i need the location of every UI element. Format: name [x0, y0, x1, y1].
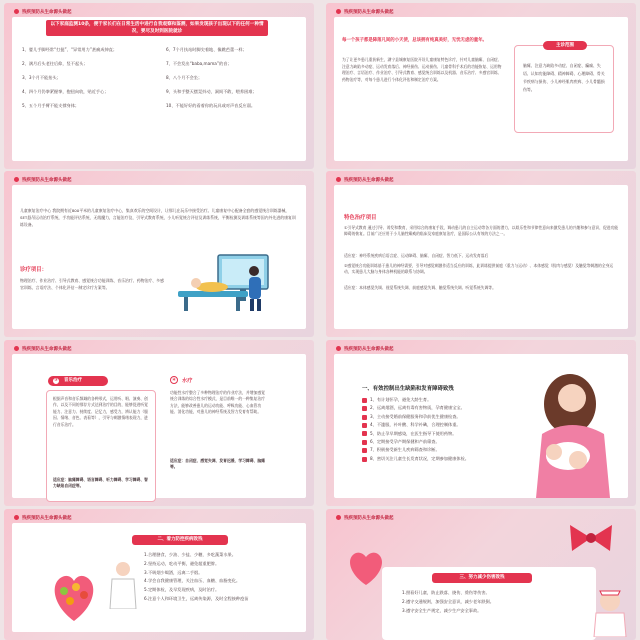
list-item: 5、防止孕早期感染，在医生指导下使用药物。: [362, 430, 522, 438]
injury-list: [402, 589, 582, 615]
slide-content: [382, 567, 596, 640]
symptom-item: 4、四个月仍拳紧握拳，抱扭向收，贴近手心；: [22, 89, 109, 94]
scope-box: [514, 45, 614, 133]
prevention-list: [362, 396, 522, 463]
slide-content: [334, 354, 628, 498]
slide-header: [336, 513, 394, 522]
healthy-food-illustration-icon: [46, 563, 102, 633]
music-therapy-title: [48, 376, 108, 386]
list-item: 1.照看好儿童，防止跌落、烧伤、烫伤等伤害。: [402, 590, 490, 595]
header-dot-icon: [14, 177, 19, 182]
list-item: 8、密切关注儿童生长发育状况，定期参加健康体检。: [362, 455, 522, 463]
hydro-title-label: 水疗: [182, 377, 193, 384]
check-icon: [362, 448, 367, 453]
intro-text: 为了让更多患儿重获新生，湖宁县城康复医院开设儿童康复特色诊疗，针对儿童脑瘫、自闭症、注意力缺陷多动症、运动发育落后、神经损伤、运动损伤、儿童骨科手术后的功能恢复、运用物理治疗、言语治疗、作业治疗、引导式教育、感觉统合训练以及机器、音乐治疗、多感官训练、药物治疗等，对每个患儿进行个体化评估和制定治疗方案。: [342, 57, 502, 82]
header-text: 残疾预防从生命源头做起: [344, 515, 394, 521]
slide-6[interactable]: [326, 340, 636, 506]
list-item: 1、有计划怀孕，避免大龄生育。: [362, 396, 522, 404]
slide-content: [334, 185, 628, 329]
section-title: 一、有效控制出生缺陷和发育障碍致残: [362, 386, 454, 392]
slide-2[interactable]: [326, 3, 636, 169]
check-icon: [362, 398, 367, 403]
music-therapy-text: 根据声音和音乐频域的各种形式，运用听、唱、演奏、创作，以及不同的那存方式达到治疗的目的，能够促进听觉能力、注意力、持续度、记忆力，感受力，辨认能力（服因、情绪、音色、表看等），引导与刺激情绪表现力，进行音乐治疗。: [53, 396, 148, 427]
symptom-item: 10、不能好好的看着你的玩具或对声音反应弱。: [166, 103, 256, 108]
slide-5[interactable]: [4, 340, 314, 506]
lead-text: 每一个孩子都是降落凡间的小天使，总该拥有纯真美好，无忧无虑的童年。: [342, 38, 487, 43]
hydro-therapy-scope: 适应症：自闭症、感觉失调、发育迟缓、学习障碍、脑瘫等。: [170, 458, 265, 470]
center-intro: 儿童康复治疗中心 我院拥有近800平米的儿童康复治疗中心，集真欢乐的空间设计，让那儿在玩乐中接受治疗。儿童康复中心配备全套的感觉统合训练器械，SET悬吊运动治疗系统，手功能评估系统，无线魔力，言能治疗仪，引导式教育系统，小儿听觉统合评估及训练系统，平衡检测及训练系统等国内外先进的康复训练设备。: [20, 208, 296, 227]
slide-header: [14, 513, 72, 522]
symptom-item: 8、八个月不会坐；: [166, 75, 203, 80]
music-therapy-scope: 适应症：脑瘫障碍、语言障碍、听力障碍、学习障碍、智力缺陷自闭症等。: [53, 477, 148, 489]
check-icon: [362, 415, 367, 420]
symptom-item: 7、不会发出“baba,mama”的音；: [166, 61, 232, 66]
list-item: 6.注意个人和环境卫生，远离传染源，及时全程接种疫苗: [144, 595, 249, 601]
list-item: 1.合理膳食，少油、少盐、少糖，多吃蔬菜水果。: [144, 552, 236, 557]
number-badge: ④: [170, 376, 178, 384]
check-icon: [362, 457, 367, 462]
list-item: 6、定期接受孕产期保健和产前筛查。: [362, 438, 522, 446]
symptom-item: 1、婴儿手脚经常“打挺”、“异常用力”甚痛成伸直；: [22, 47, 118, 52]
symptom-item: 6、7个月扶站时脚尖着地、像跳芭蕾一样；: [166, 47, 247, 52]
symptom-item: 9、头和手整天摆晃抖动，洞间不敢，喂养困难；: [166, 89, 257, 94]
slide-3[interactable]: [4, 171, 314, 337]
doctor-illustration-icon: [108, 559, 138, 609]
slide-header: [336, 175, 394, 184]
warning-banner: 以下家庭监测10条，便于家长们在日常生活中进行自我观察和鉴测，如果发现孩子出现以下的任何一种情况，要尽及时到医院就诊: [46, 20, 268, 36]
list-item: 3.遵守安全生产规定，减少生产安全事故。: [402, 607, 482, 613]
scope-title: 主诊范围: [543, 41, 587, 50]
slide-content: [12, 185, 306, 329]
nurse-illustration-icon: [590, 585, 630, 637]
header-dot-icon: [14, 346, 19, 351]
symptom-item: 2、满月后头老往后仰，竖不起头；: [22, 61, 88, 66]
check-icon: [362, 406, 367, 411]
header-text: 残疾预防从生命源头做起: [344, 177, 394, 183]
projects-text: 物理治疗、作业治疗、引导式教育、感觉统合功能训练、音乐治疗、药物治疗、多感官训练、言语疗法、个体化评估－制定诊疗方案等。: [20, 278, 164, 291]
slide-content: [334, 17, 628, 161]
check-icon: [362, 440, 367, 445]
header-dot-icon: [336, 177, 341, 182]
slide-content: [12, 354, 306, 498]
header-text: 残疾预防从生命源头做起: [22, 177, 72, 183]
slide-header: [14, 175, 72, 184]
header-text: 残疾预防从生命源头做起: [22, 515, 72, 521]
feature-p1: ①引导式教育 通过引导、诱发和教育，采用综合的康复手段，调动患儿的自主运动等各方面的潜力，以娱乐性和节律性意向来激发患儿的兴趣和参与意识，促进功能障碍的恢复。目前广泛应用于小儿脑性瘫痪的临床及家庭康复治疗，是国际公认有效的方法之一。: [344, 225, 619, 237]
check-icon: [362, 423, 367, 428]
header-dot-icon: [336, 9, 341, 14]
slide-content: [12, 523, 306, 632]
slide-header: [336, 7, 394, 16]
list-item: 7、积极接受新生儿疾病筛查和诊断。: [362, 446, 522, 454]
symptom-item: 5、五个月手臂不能支撑身体；: [22, 103, 80, 108]
list-item: 4.学会自我健康管理，关注血压、血糖、血脂变化。: [144, 578, 241, 584]
slide-4[interactable]: [326, 171, 636, 337]
mother-baby-illustration-icon: [524, 364, 620, 498]
list-item: 2.遵守交通规则，加强安全意识，减少老年跌倒。: [402, 598, 494, 604]
header-text: 残疾预防从生命源头做起: [22, 346, 72, 352]
rehab-illustration-icon: [178, 249, 288, 313]
disease-list: [144, 551, 304, 604]
list-item: 5.定期体检，及早发现疾病，及时治疗。: [144, 587, 220, 593]
header-dot-icon: [336, 346, 341, 351]
check-icon: [362, 431, 367, 436]
slide-header: [14, 344, 72, 353]
slide-7[interactable]: [4, 509, 314, 640]
header-text: 残疾预防从生命源头做起: [344, 346, 394, 352]
header-dot-icon: [14, 9, 19, 14]
slide-content: [12, 17, 306, 161]
list-item: 3、主动接受婚前保健服务和孕前优生健康检查。: [362, 413, 522, 421]
scope-text: 脑瘫、注意力缺陷多动症、自闭症、癫痫、失语、认知功能障碍、精神障碍、心理障碍、骨关节疾病与损伤、小儿神经肌肉疾病、小儿骨髓损伤等。: [523, 63, 605, 92]
projects-heading: 诊疗项目：: [20, 267, 47, 273]
slide-1[interactable]: [4, 3, 314, 169]
header-dot-icon: [336, 515, 341, 520]
feature-p1-scope: 适应症：神经系统疾病后语言症、运动障碍、脑瘫、自闭症、智力低下、运动发育落后: [344, 253, 489, 258]
section-title: 二、着力防控疾病致残: [132, 535, 228, 545]
list-item: 3.不吸烟少喝酒，远离二手烟。: [144, 569, 203, 575]
list-item: 4、不滥服，补叶酸、科学补碘，合理控制体重。: [362, 421, 522, 429]
header-dot-icon: [14, 515, 19, 520]
slide-header: [336, 344, 394, 353]
music-therapy-box: [46, 390, 156, 502]
number-badge: ③: [52, 377, 60, 385]
music-title-label: 音乐治疗: [64, 378, 82, 383]
list-item: 2、远离烟酒，远离有毒有害物质，孕育健康宝宝。: [362, 404, 522, 412]
header-text: 残疾预防从生命源头做起: [22, 9, 72, 15]
feature-p2: ②感觉统合功能训练基于患儿的神经需要，引导对感觉刺激作适当反应的训练，此训练提供前庭（重力与运动）、本体感觉（肌肉与感觉）及触觉等刺激的全身运动，实现患儿大脑与身体各种机能的联系与协调。: [344, 263, 614, 275]
slide-8[interactable]: [326, 509, 636, 640]
slide-header: [14, 7, 72, 16]
bow-icon: [566, 521, 616, 555]
section-title: 三、努力减少伤害致残: [432, 573, 532, 583]
symptom-item: 3、3个月不能抬头；: [22, 75, 61, 80]
hydro-therapy-text: 功能性水疗整合了多种物理治疗的作业疗法，并增加感觉统合训练的综合性水疗模式，是目前唯一的一种集复治疗方法，能够改善患儿的运动功能、呼吸功能、心血管功能、消化功能，对患儿的神经系统及智力发育有帮助。: [170, 390, 265, 415]
list-item: 2.坚持运动，吃动平衡，避免超重肥胖。: [144, 560, 220, 566]
symptom-list: [22, 47, 298, 109]
feature-p2-scope: 适应症：本体感觉失调、视觉系统失调、前庭感觉失调、触觉系统失调、听觉系统失调等。: [344, 285, 496, 290]
hydro-therapy-title: [170, 376, 192, 384]
feature-title: 特色治疗项目: [344, 215, 377, 221]
header-text: 残疾预防从生命源头做起: [344, 9, 394, 15]
